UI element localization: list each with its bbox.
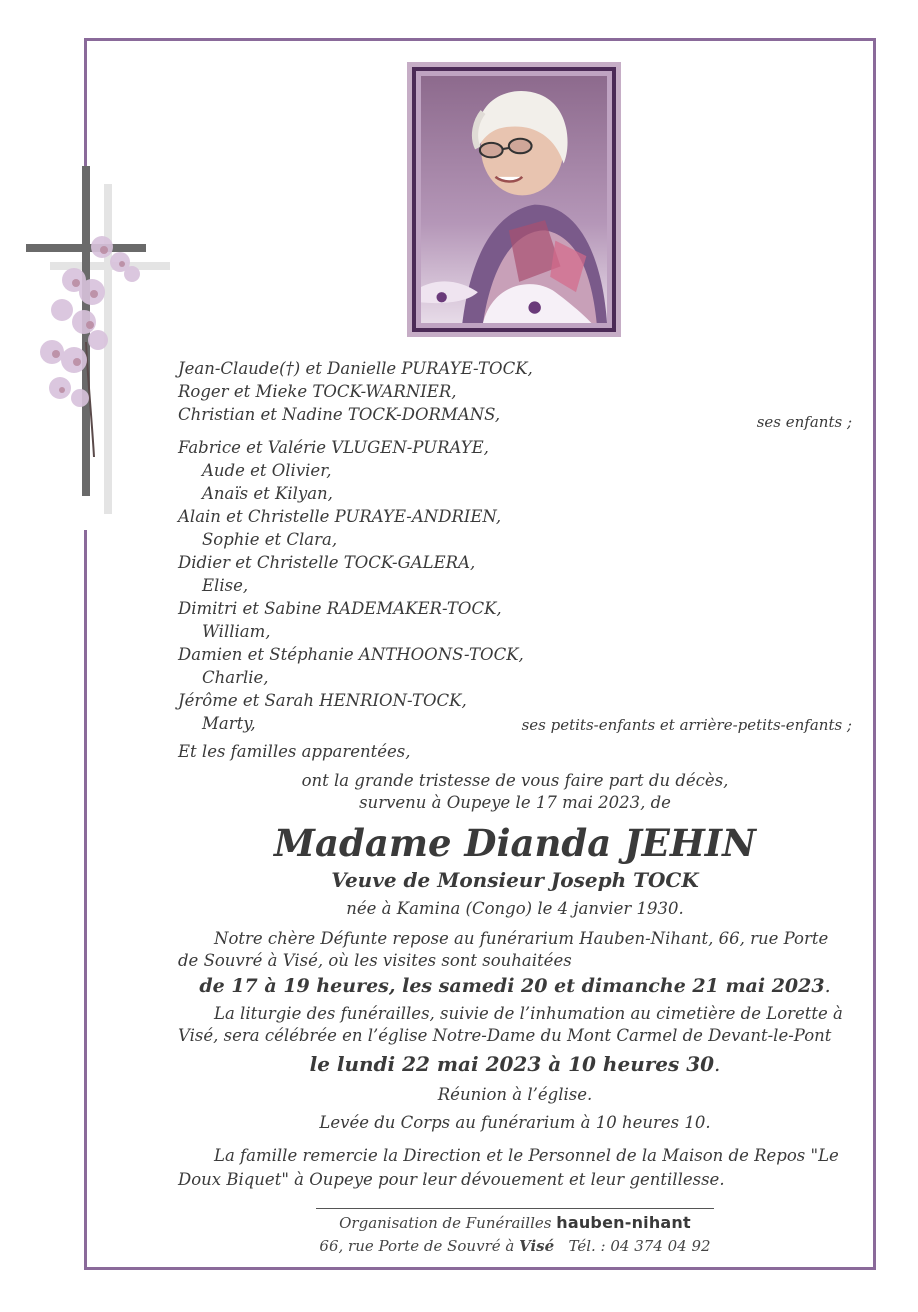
widow-of: Veuve de Monsieur Joseph TOCK xyxy=(331,868,699,892)
cross-with-orchid-image xyxy=(22,162,172,522)
grandchild-line: Fabrice et Valérie VLUGEN-PURAYE, xyxy=(178,438,489,457)
liturgy-date xyxy=(178,1050,852,1078)
visitation-times-text: de 17 à 19 heures, les samedi 20 et dimanche 21 mai 2023 xyxy=(199,975,825,997)
grandchild-line: Sophie et Clara, xyxy=(202,530,338,549)
children-list xyxy=(178,357,533,426)
liturgy-text: La liturgie des funérailles, suivie de l’inhumation au cimetière de Lorette à Visé, sera célébrée en l’église Notre-Dame du Mont Carmel de Devant-le-Pont xyxy=(178,1004,843,1045)
footer-organisation xyxy=(250,1213,780,1232)
grandchild-line: Elise, xyxy=(202,576,249,595)
thanks-text: La famille remercie la Direction et le Personnel de la Maison de Repos "Le Doux Biquet" à Oupeye pour leur dévouement et leur gentillesse. xyxy=(178,1146,839,1189)
footer-phone: Tél. : 04 374 04 92 xyxy=(568,1237,711,1255)
footer-divider xyxy=(316,1208,714,1209)
deceased-name: Madame Dianda JEHIN xyxy=(274,821,756,865)
visitation-times xyxy=(178,973,852,999)
birth-info: née à Kamina (Congo) le 4 janvier 1930. xyxy=(346,899,684,918)
grandchild-line: Dimitri et Sabine RADEMAKER-TOCK, xyxy=(178,599,502,618)
grandchild-line: Marty, xyxy=(202,714,256,733)
families-line: Et les familles apparentées, xyxy=(178,742,411,761)
liturgy-date-period: . xyxy=(714,1052,721,1076)
meeting-info: Réunion à l’église. xyxy=(437,1085,593,1104)
grandchild-line: Aude et Olivier, xyxy=(202,461,332,480)
grandchild-line: Alain et Christelle PURAYE-ANDRIEN, xyxy=(178,507,502,526)
footer-street: 66, rue Porte de Souvré à xyxy=(319,1237,515,1255)
footer-org-label: Organisation de Funérailles xyxy=(339,1214,552,1232)
children-label: ses enfants ; xyxy=(756,413,852,431)
portrait-image xyxy=(421,76,607,323)
child-family: Christian et Nadine TOCK-DORMANS, xyxy=(178,405,501,424)
child-family: Roger et Mieke TOCK-WARNIER, xyxy=(178,382,457,401)
funeral-home-logo: hauben-nihant xyxy=(556,1213,691,1232)
visitation-text: Notre chère Défunte repose au funérarium Hauben-Nihant, 66, rue Porte de Souvré à Visé, où les visites sont souhaitées xyxy=(178,929,829,970)
grandchildren-label: ses petits-enfants et arrière-petits-enfants ; xyxy=(521,716,852,734)
portrait-photo xyxy=(407,62,621,337)
portrait-photo-border xyxy=(412,67,616,332)
grandchild-line: Damien et Stéphanie ANTHOONS-TOCK, xyxy=(178,645,524,664)
announcement xyxy=(178,770,852,814)
footer-city: Visé xyxy=(519,1237,555,1255)
levee-info: Levée du Corps au funérarium à 10 heures 10. xyxy=(319,1113,711,1132)
grandchild-line: Charlie, xyxy=(202,668,269,687)
child-family: Jean-Claude(†) et Danielle PURAYE-TOCK, xyxy=(178,359,533,378)
grandchild-line: Jérôme et Sarah HENRION-TOCK, xyxy=(178,691,467,710)
grandchild-line: Anaïs et Kilyan, xyxy=(202,484,333,503)
footer-address xyxy=(250,1237,780,1255)
grandchild-line: Didier et Christelle TOCK-GALERA, xyxy=(178,553,476,572)
announcement-line-1: ont la grande tristesse de vous faire part du décès, xyxy=(301,771,729,790)
grandchild-line: William, xyxy=(202,622,271,641)
liturgy-date-text: le lundi 22 mai 2023 à 10 heures 30 xyxy=(309,1052,715,1076)
announcement-line-2: survenu à Oupeye le 17 mai 2023, de xyxy=(359,793,671,812)
visitation-times-period: . xyxy=(824,975,831,997)
grandchildren-list xyxy=(178,436,524,735)
